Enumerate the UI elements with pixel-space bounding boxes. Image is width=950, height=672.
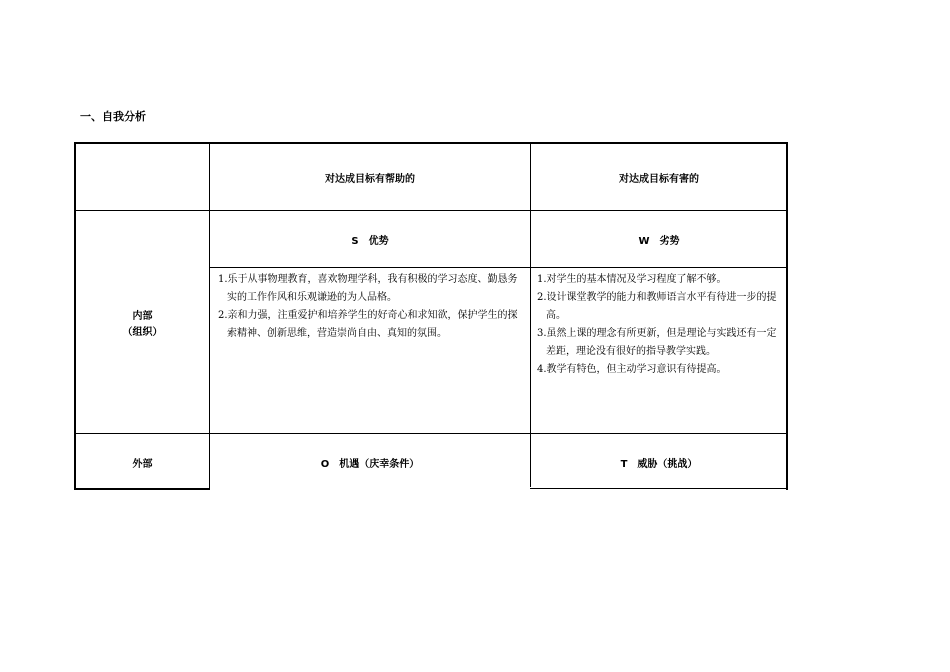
weakness-item: 2.设计课堂教学的能力和教师语言水平有待进一步的提高。	[537, 292, 777, 321]
table-border-bottom-left	[74, 488, 210, 490]
strength-item: 2.亲和力强，注重爱护和培养学生的好奇心和求知欲，保护学生的探索精神、创新思维，营造崇尚自由、真知的氛围。	[218, 310, 518, 339]
header-harmful: 对达成目标有害的	[619, 174, 699, 185]
col-divider-2	[530, 142, 531, 487]
table-border-right	[786, 142, 788, 490]
section-heading: 一、自我分析	[80, 110, 146, 123]
table-border-bottom-right	[530, 488, 788, 489]
row-divider-3	[74, 433, 788, 434]
strengths-title: S 优势	[351, 236, 389, 247]
weakness-item: 4.教学有特色，但主动学习意识有待提高。	[537, 364, 727, 375]
opportunities-title: O 机遇（庆幸条件）	[320, 459, 420, 470]
row-divider-2	[209, 267, 788, 268]
weaknesses-list	[537, 271, 783, 379]
strengths-list	[218, 271, 524, 343]
external-label: 外部	[132, 459, 153, 470]
internal-label-org: （组织）	[122, 327, 163, 338]
col-divider-1	[209, 142, 210, 489]
header-helpful: 对达成目标有帮助的	[325, 174, 415, 185]
row-divider-1	[74, 210, 788, 211]
weakness-item: 1.对学生的基本情况及学习程度了解不够。	[537, 274, 727, 285]
threats-title: T 威胁（挑战）	[620, 459, 698, 470]
strength-item: 1.乐于从事物理教育，喜欢物理学科，我有积极的学习态度、勤恳务实的工作作风和乐观谦逊的为人品格。	[218, 274, 518, 303]
weaknesses-title: W 劣势	[638, 236, 680, 247]
table-border-top	[74, 142, 788, 144]
weakness-item: 3.虽然上课的理念有所更新，但是理论与实践还有一定差距，理论没有很好的指导教学实践。	[537, 328, 777, 357]
internal-label: 内部	[132, 311, 153, 322]
